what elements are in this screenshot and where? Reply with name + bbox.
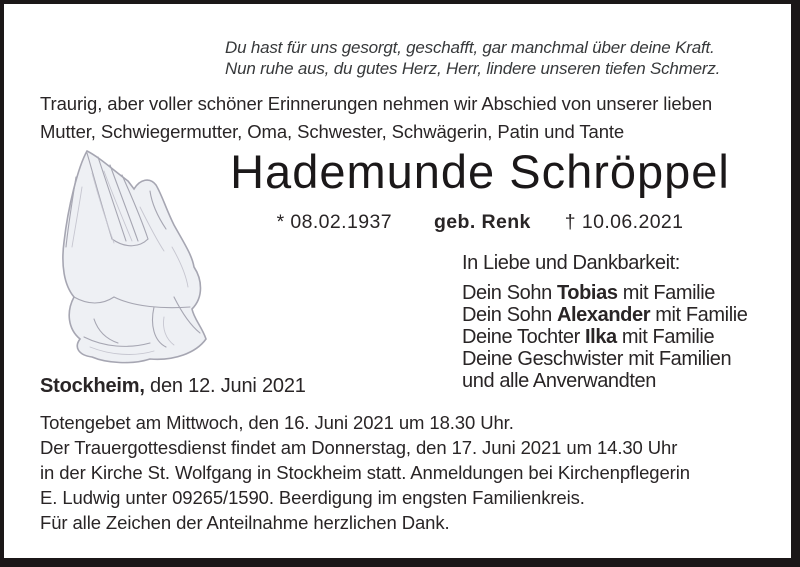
notice-line: Der Trauergottesdienst findet am Donnerstag, den 17. Juni 2021 um 14.30 Uhr [40, 437, 678, 458]
intro-line-1: Traurig, aber voller schöner Erinnerungen nehmen wir Abschied von unserer lieben [40, 93, 713, 114]
date-text: den 12. Juni 2021 [144, 375, 306, 397]
notice-line: in der Kirche St. Wolfgang in Stockheim statt. Anmeldungen bei Kirchenpflegerin [40, 462, 690, 483]
tribute-line: und alle Anverwandten [462, 370, 656, 392]
tribute-header: In Liebe und Dankbarkeit: [462, 252, 680, 274]
tribute-line: Dein Sohn Alexander mit Familie [462, 304, 748, 326]
epigraph [225, 37, 720, 79]
birth-date: * 08.02.1937 [276, 211, 392, 233]
life-dates [150, 210, 800, 234]
notice-line: Für alle Zeichen der Anteilnahme herzlichen Dank. [40, 512, 450, 533]
notice-line: Totengebet am Mittwoch, den 16. Juni 2021 um 18.30 Uhr. [40, 412, 514, 433]
intro-line-2: Mutter, Schwiegermutter, Oma, Schwester, Schwägerin, Patin und Tante [40, 121, 625, 142]
funeral-notice [40, 410, 690, 535]
notice-line: E. Ludwig unter 09265/1590. Beerdigung im engsten Familienkreis. [40, 487, 585, 508]
intro-paragraph [40, 90, 712, 146]
deceased-name: Hademunde Schröppel [230, 145, 730, 198]
tribute-line: Deine Geschwister mit Familien [462, 348, 732, 370]
tribute-block [462, 252, 748, 392]
tribute-line: Dein Sohn Tobias mit Familie [462, 282, 715, 304]
place-name: Stockheim, [40, 375, 145, 397]
epigraph-line-1: Du hast für uns gesorgt, geschafft, gar manchmal über deine Kraft. [225, 38, 715, 57]
tribute-line: Deine Tochter Ilka mit Familie [462, 326, 715, 348]
maiden-name: geb. Renk [433, 211, 531, 233]
epigraph-line-2: Nun ruhe aus, du gutes Herz, Herr, lindere unseren tiefen Schmerz. [225, 59, 721, 78]
place-date-line [40, 374, 306, 398]
death-date: † 10.06.2021 [564, 211, 684, 233]
